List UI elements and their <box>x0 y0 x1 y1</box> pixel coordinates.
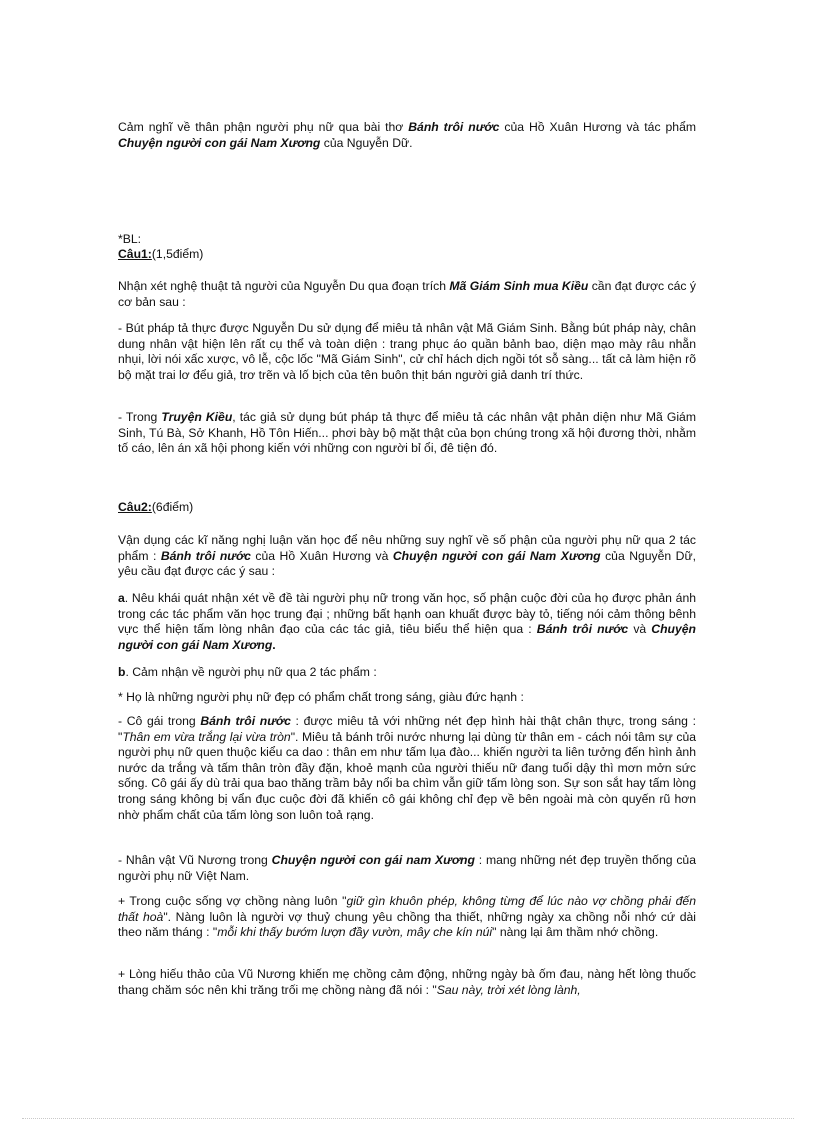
text: Nhận xét nghệ thuật tả người của Nguyễn Du qua đoạn trích <box>118 279 450 293</box>
text: ". Miêu tả bánh trôi nước nhưng lại dùng từ thân em - cách nói tâm sự của người phụ nữ quen thuộc kiểu ca dao : thân em như tấm lụa đào... khiến người ta liên tưởng đến hình ảnh nước da trắng và tấm thân tròn đầy đặn, khoẻ mạnh của người thiếu nữ đang tuổi dậy thì mơn mởn sức sống. Cô gái ấy dù trải qua bao thăng trầm bảy nổi ba chìm vẫn giữ tấm lòng son. Sự son sắt hay tấm lòng trong sáng không bị vẩn đục cuộc đời đã khiến cô gái không chỉ đẹp về bên ngoài mà còn quyến rũ hơn nhờ phẩm chất của tấm lòng son luôn toả rạng. <box>118 729 696 822</box>
text: cần đạt được các ý cơ bản sau : <box>118 279 696 309</box>
q2-paragraph-vu-nuong <box>118 853 696 884</box>
poem-title: Bánh trôi nước <box>160 548 251 563</box>
poem-title: Bánh trôi nước <box>536 622 629 637</box>
q1-paragraph-3 <box>118 410 696 457</box>
text: Vận dụng các kĩ năng nghị luận văn học để nêu những suy nghĩ về số phận của người phụ nữ qua 2 tác phẩm : <box>118 533 696 563</box>
poem-title: Bánh trôi nước <box>200 714 291 728</box>
question-1-label: Câu1: <box>118 247 152 261</box>
story-quote: giữ gìn khuôn phép, không từng để lúc nào vợ chồng phải đến thất hoà <box>118 894 696 924</box>
text: . <box>272 637 276 652</box>
story-quote: Sau này, trời xét lòng lành, <box>436 982 581 997</box>
q1-paragraph-2: - Bút pháp tả thực được Nguyễn Du sử dụng để miêu tả nhân vật Mã Giám Sinh. Bằng bút pháp này, chân dung nhân vật hiện lên rất cụ thể và toàn diện : trang phục áo quần bảnh bao, diện mạo mày râu nhẵn nhụi, lời nói xấc xược, vô lễ, cộc lốc "Mã Giám Sinh", cử chỉ hách dịch ngồi tót sỗ sàng... tất cả làm hiện rõ bộ mặt trai lơ đểu giả, trơ trẽn và lố bịch của tên buôn thịt bán người giả danh trí thức. <box>118 321 696 382</box>
excerpt-title: Mã Giám Sinh mua Kiều <box>449 279 589 293</box>
text: : mang những nét đẹp truyền thống của người phụ nữ Việt Nam. <box>118 853 696 883</box>
text: và <box>628 622 652 637</box>
intro-text: của Hồ Xuân Hương và tác phẩm <box>499 120 696 134</box>
q2-star-line: * Họ là những người phụ nữ đẹp có phẩm chất trong sáng, giàu đức hạnh : <box>118 690 524 704</box>
question-2-points: (6điểm) <box>151 500 194 514</box>
text: + Trong cuộc sống vợ chồng nàng luôn " <box>118 894 347 908</box>
text: - Cô gái trong <box>118 714 201 728</box>
question-1-heading <box>118 247 696 263</box>
page-bottom-divider <box>22 1118 794 1119</box>
q1-paragraph-1 <box>118 279 696 310</box>
bl-heading: *BL: <box>118 232 142 246</box>
text: . Nêu khái quát nhận xét về đề tài người phụ nữ trong văn học, số phận cuộc đời của họ được phản ánh trong các tác phẩm văn học trung đại ; những bất hạnh oan khuất được bày tỏ, tiếng nói cảm thông bênh vực thể hiện tấm lòng nhân đạo của các tác giả, tiêu biểu thể hiện qua : <box>118 591 696 637</box>
intro-text: của Nguyễn Dữ. <box>320 135 413 150</box>
text: . Cảm nhận về người phụ nữ qua 2 tác phẩm : <box>125 665 377 679</box>
point-label-b: b <box>118 665 126 679</box>
text: , tác giả sử dụng bút pháp tả thực để miêu tả các nhân vật phản diện như Mã Giám Sinh, Tú Bà, Sở Khanh, Hồ Tôn Hiến... phơi bày bộ mặt thật của bọn chúng trong xã hội đương thời, nhằm tố cáo, lên án xã hội phong kiến với những con người bỉ ổi, đê tiện đó. <box>118 410 696 456</box>
story-title: Chuyện người con gái nam Xương <box>271 853 475 867</box>
text: " nàng lại âm thầm nhớ chồng. <box>492 925 659 940</box>
work-title: Truyện Kiều <box>161 410 233 424</box>
story-quote: mỗi khi thấy bướm lượn đầy vườn, mây che kín núi <box>217 925 493 940</box>
text: của Hồ Xuân Hương và <box>250 548 393 563</box>
point-label-a: a <box>118 591 125 605</box>
q2-paragraph-married-life <box>118 894 696 941</box>
story-title: Chuyện người con gái Nam Xương <box>118 622 696 652</box>
intro-paragraph <box>118 120 696 151</box>
intro-text: Cảm nghĩ về thân phận người phụ nữ qua bài thơ <box>118 120 409 134</box>
q2-paragraph-1 <box>118 533 696 580</box>
text: + Lòng hiếu thảo của Vũ Nương khiến mẹ chồng cảm động, những ngày bà ốm đau, nàng hết lòng thuốc thang chăm sóc nên khi trăng trối mẹ chồng nàng đã nói : " <box>118 967 696 997</box>
poem-quote: Thân em vừa trắng lại vừa tròn <box>122 729 291 744</box>
q2-paragraph-filial-piety <box>118 967 696 998</box>
text: - Trong <box>118 410 162 424</box>
question-2-heading <box>118 500 696 516</box>
text: của Nguyễn Dữ, yêu cầu đạt được các ý sau : <box>118 548 697 579</box>
text: : được miêu tả với những nét đẹp hình hài thật chân thực, trong sáng : " <box>118 714 696 744</box>
story-title: Chuyện người con gái Nam Xương <box>392 548 601 563</box>
story-title: Chuyện người con gái Nam Xương <box>118 135 321 150</box>
q2-point-b <box>118 665 696 681</box>
poem-title: Bánh trôi nước <box>408 120 500 134</box>
q2-paragraph-banh-troi <box>118 714 696 823</box>
text: ". Nàng luôn là người vợ thuỷ chung yêu chồng tha thiết, những ngày xa chồng nỗi nhớ cứ dài theo năm tháng : " <box>118 909 696 940</box>
q2-point-a <box>118 591 696 653</box>
question-2-label: Câu2: <box>118 500 152 514</box>
question-1-points: (1,5điểm) <box>151 247 204 261</box>
text: - Nhân vật Vũ Nương trong <box>118 853 272 867</box>
